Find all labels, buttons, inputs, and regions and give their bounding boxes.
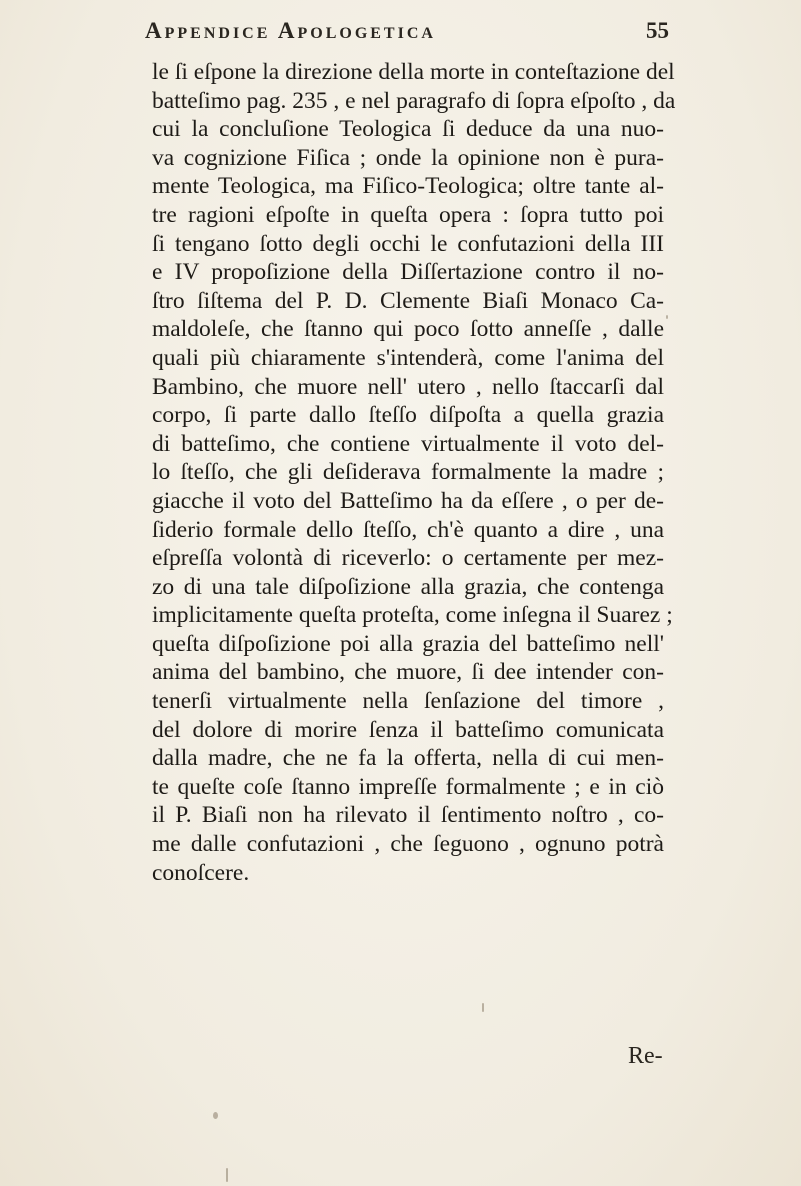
text-line: anima del bambino, che muore, ſi dee intender con- — [152, 659, 664, 686]
text-line: ſiderio formale dello ſteſſo, ch'è quanto a dire , una — [152, 516, 664, 543]
text-line: maldoleſe, che ſtanno qui poco ſotto anneſſe , dalle — [152, 316, 664, 343]
text-line: corpo, ſi parte dallo ſteſſo diſpoſta a quella grazia — [152, 402, 664, 429]
text-line: dalla madre, che ne fa la offerta, nella di cui men- — [152, 745, 664, 772]
text-line: tenerſi virtualmente nella ſenſazione del timore , — [152, 688, 664, 715]
text-line: e IV propoſizione della Diſſertazione contro il no- — [152, 259, 664, 286]
text-line: te queſte coſe ſtanno impreſſe formalmente ; e in ciò — [152, 773, 664, 800]
text-line: il P. Biaſi non ha rilevato il ſentimento noſtro , co- — [152, 802, 664, 829]
running-head-title: Appendice Apologetica — [145, 18, 436, 43]
text-line: me dalle confutazioni , che ſeguono , ognuno potrà — [152, 831, 664, 858]
text-line: eſpreſſa volontà di riceverlo: o certamente per mez- — [152, 545, 664, 572]
text-line: implicitamente queſta proteſta, come inſegna il Suarez ; — [152, 602, 673, 629]
catchword: Re- — [628, 1043, 663, 1069]
text-line: del dolore di morire ſenza il batteſimo comunicata — [152, 716, 664, 743]
paper-speck — [226, 1168, 228, 1182]
text-line: conoſcere. — [152, 859, 250, 886]
text-line: tre ragioni eſpoſte in queſta opera : ſopra tutto poi — [152, 201, 664, 228]
text-line: va cognizione Fiſica ; onde la opinione non è pura- — [152, 144, 664, 171]
text-line: giacche il voto del Batteſimo ha da eſſere , o per de- — [152, 487, 664, 514]
running-head — [145, 18, 669, 52]
text-line: Bambino, che muore nell' utero , nello ſtaccarſi dal — [152, 373, 664, 400]
text-line: batteſimo pag. 235 , e nel paragrafo di ſopra eſpoſto , da — [152, 87, 676, 114]
text-line: ſtro ſiſtema del P. D. Clemente Biaſi Monaco Ca- — [152, 287, 664, 314]
text-line: zo di una tale diſpoſizione alla grazia, che contenga — [152, 573, 664, 600]
text-line: lo ſteſſo, che gli deſiderava formalmente la madre ; — [152, 459, 664, 486]
page-number: 55 — [646, 18, 669, 43]
text-line: ſi tengano ſotto degli occhi le confutazioni della III — [152, 230, 664, 257]
text-line: le ſi eſpone la direzione della morte in conteſtazione del — [152, 59, 675, 85]
paper-speck — [213, 1112, 218, 1119]
text-line: di batteſimo, che contiene virtualmente il voto del- — [152, 430, 664, 457]
body-text — [152, 58, 676, 887]
paper-speck — [666, 315, 668, 319]
paper-speck — [482, 1003, 484, 1012]
text-line: queſta diſpoſizione poi alla grazia del batteſimo nell' — [152, 630, 664, 657]
text-line: mente Teologica, ma Fiſico-Teologica; oltre tante al- — [152, 173, 664, 200]
text-line: quali più chiaramente s'intenderà, come l'anima del — [152, 344, 664, 371]
text-line: cui la concluſione Teologica ſi deduce da una nuo- — [152, 116, 664, 143]
